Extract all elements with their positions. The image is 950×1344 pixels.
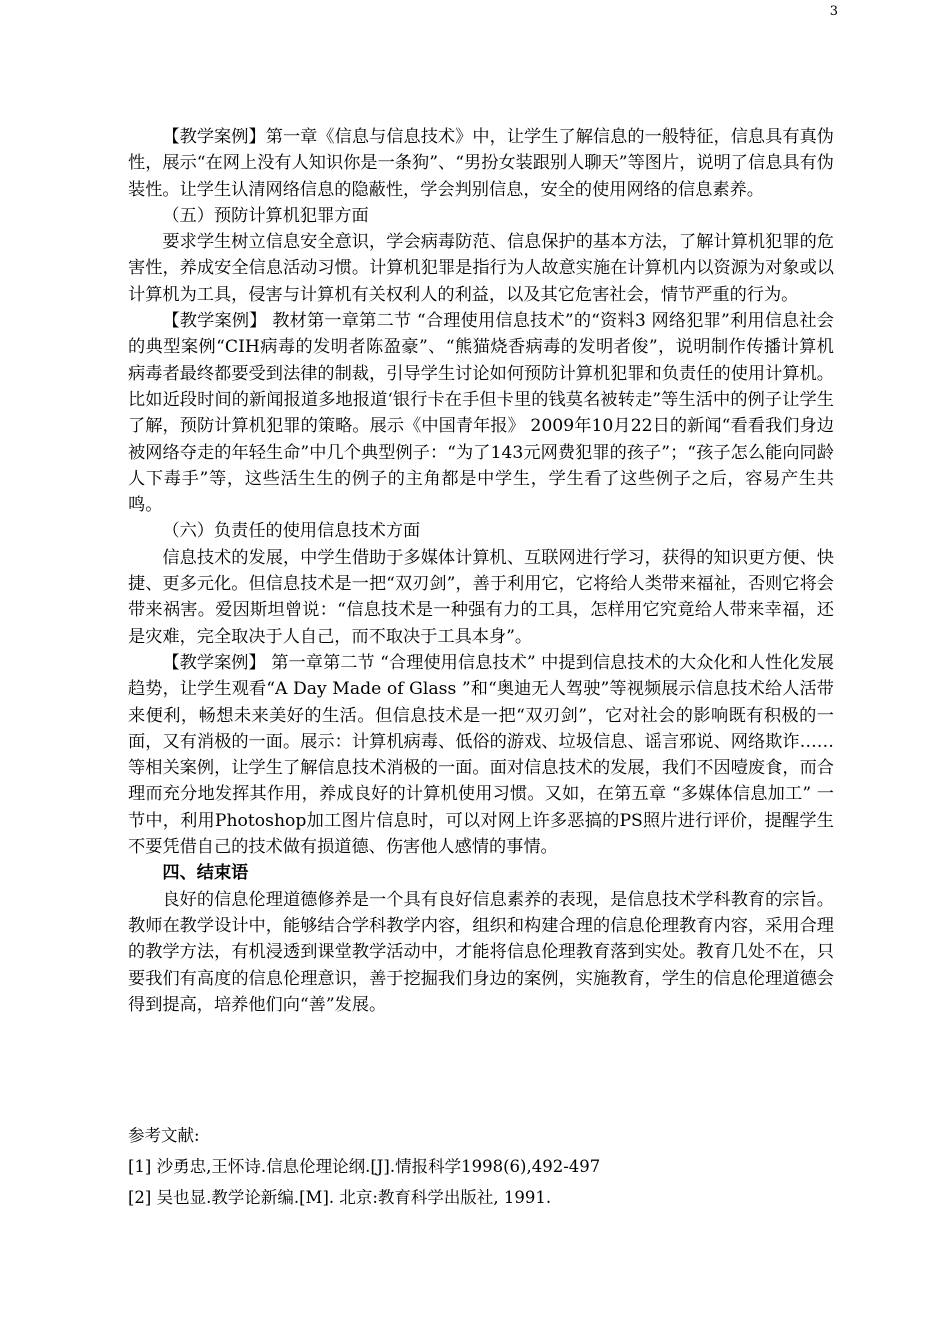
section-heading-5: （五）预防计算机犯罪方面: [162, 205, 369, 226]
references: [128, 1120, 834, 1213]
page-number: 3: [829, 4, 838, 19]
paragraph-conclusion: 良好的信息伦理道德修养是一个具有良好信息素养的表现，是信息技术学科教育的宗旨。教师在教学设计中，能够结合学科教学内容，组织和构建合理的信息伦理教育内容，采用合理的教学方法，有机浸透到课堂教学活动中，才能将信息伦理教育落到实处。教育几处不在，只要我们有高度的信息伦理意识，善于挖掘我们身边的案例，实施教育，学生的信息伦理道德会得到提高，培养他们向“善”发展。: [128, 889, 834, 1015]
paragraph-case-1: 【教学案例】第一章《信息与信息技术》中，让学生了解信息的一般特征，信息具有真伪性，展示“在网上没有人知识你是一条狗”、“男扮女装跟别人聊天”等图片，说明了信息具有伪装性。让学生认清网络信息的隐蔽性，学会判别信息，安全的使用网络的信息素养。: [128, 127, 834, 200]
document-body: [128, 124, 834, 1018]
conclusion-heading: 四、结束语: [162, 863, 249, 884]
paragraph-crime-prevention: 要求学生树立信息安全意识，学会病毒防范、信息保护的基本方法，了解计算机犯罪的危害性，养成安全信息活动习惯。计算机犯罪是指行为人故意实施在计算机内以资源为对象或以计算机为工具，侵害与计算机有关权利人的利益，以及其它危害社会，情节严重的行为。: [128, 232, 834, 305]
references-title: 参考文献:: [128, 1126, 200, 1145]
paragraph-responsible-use: 信息技术的发展，中学生借助于多媒体计算机、互联网进行学习，获得的知识更方便、快捷、更多元化。但信息技术是一把“双刃剑”，善于利用它，它将给人类带来福祉，否则它将会带来祸害。爱因斯坦曾说：“信息技术是一种强有力的工具，怎样用它究竟给人带来幸福，还是灾难，完全取决于人自己，而不取决于工具本身”。: [128, 547, 834, 647]
reference-item: [2] 吴也显.教学论新编.[M]. 北京:教育科学出版社, 1991.: [128, 1188, 552, 1207]
paragraph-case-2: 【教学案例】 教材第一章第二节 “合理使用信息技术”的“资料3 网络犯罪”利用信息社会的典型案例“CIH病毒的发明者陈盈豪”、“熊猫烧香病毒的发明者俊”，说明制作传播计算机病毒者最终都要受到法律的制裁，引导学生讨论如何预防计算机犯罪和负责任的使用计算机。比如近段时间的新闻报道多地报道‘银行卡在手但卡里的钱莫名被转走”等生活中的例子让学生了解，预防计算机犯罪的策略。展示《中国青年报》 2009年10月22日的新闻“看看我们身边被网络夺走的年轻生命”中几个典型例子：“为了143元网费犯罪的孩子”；“孩子怎么能向同龄人下毒手”等，这些活生生的例子的主角都是中学生，学生看了这些例子之后，容易产生共鸣。: [128, 311, 834, 516]
paragraph-case-3: 【教学案例】 第一章第二节 “合理使用信息技术” 中提到信息技术的大众化和人性化发展趋势，让学生观看“A Day Made of Glass ”和“奥迪无人驾驶”等视频展示信息技术给人活带来便利，畅想未来美好的生活。但信息技术是一把“双刃剑”，它对社会的影响既有积极的一面，又有消极的一面。展示：计算机病毒、低俗的游戏、垃圾信息、谣言邪说、网络欺诈……等相关案例，让学生了解信息技术消极的一面。面对信息技术的发展，我们不因噎废食，而合理而充分地发挥其作用，养成良好的计算机使用习惯。又如，在第五章 “多媒体信息加工” 一节中，利用Photoshop加工图片信息时，可以对网上许多恶搞的PS照片进行评价，提醒学生不要凭借自己的技术做有损道德、伤害他人感情的事情。: [128, 652, 834, 858]
section-heading-6: （六）负责任的使用信息技术方面: [162, 521, 421, 542]
reference-item: [1] 沙勇忠,王怀诗.信息伦理论纲.[J].情报科学1998(6),492-497: [128, 1157, 601, 1176]
